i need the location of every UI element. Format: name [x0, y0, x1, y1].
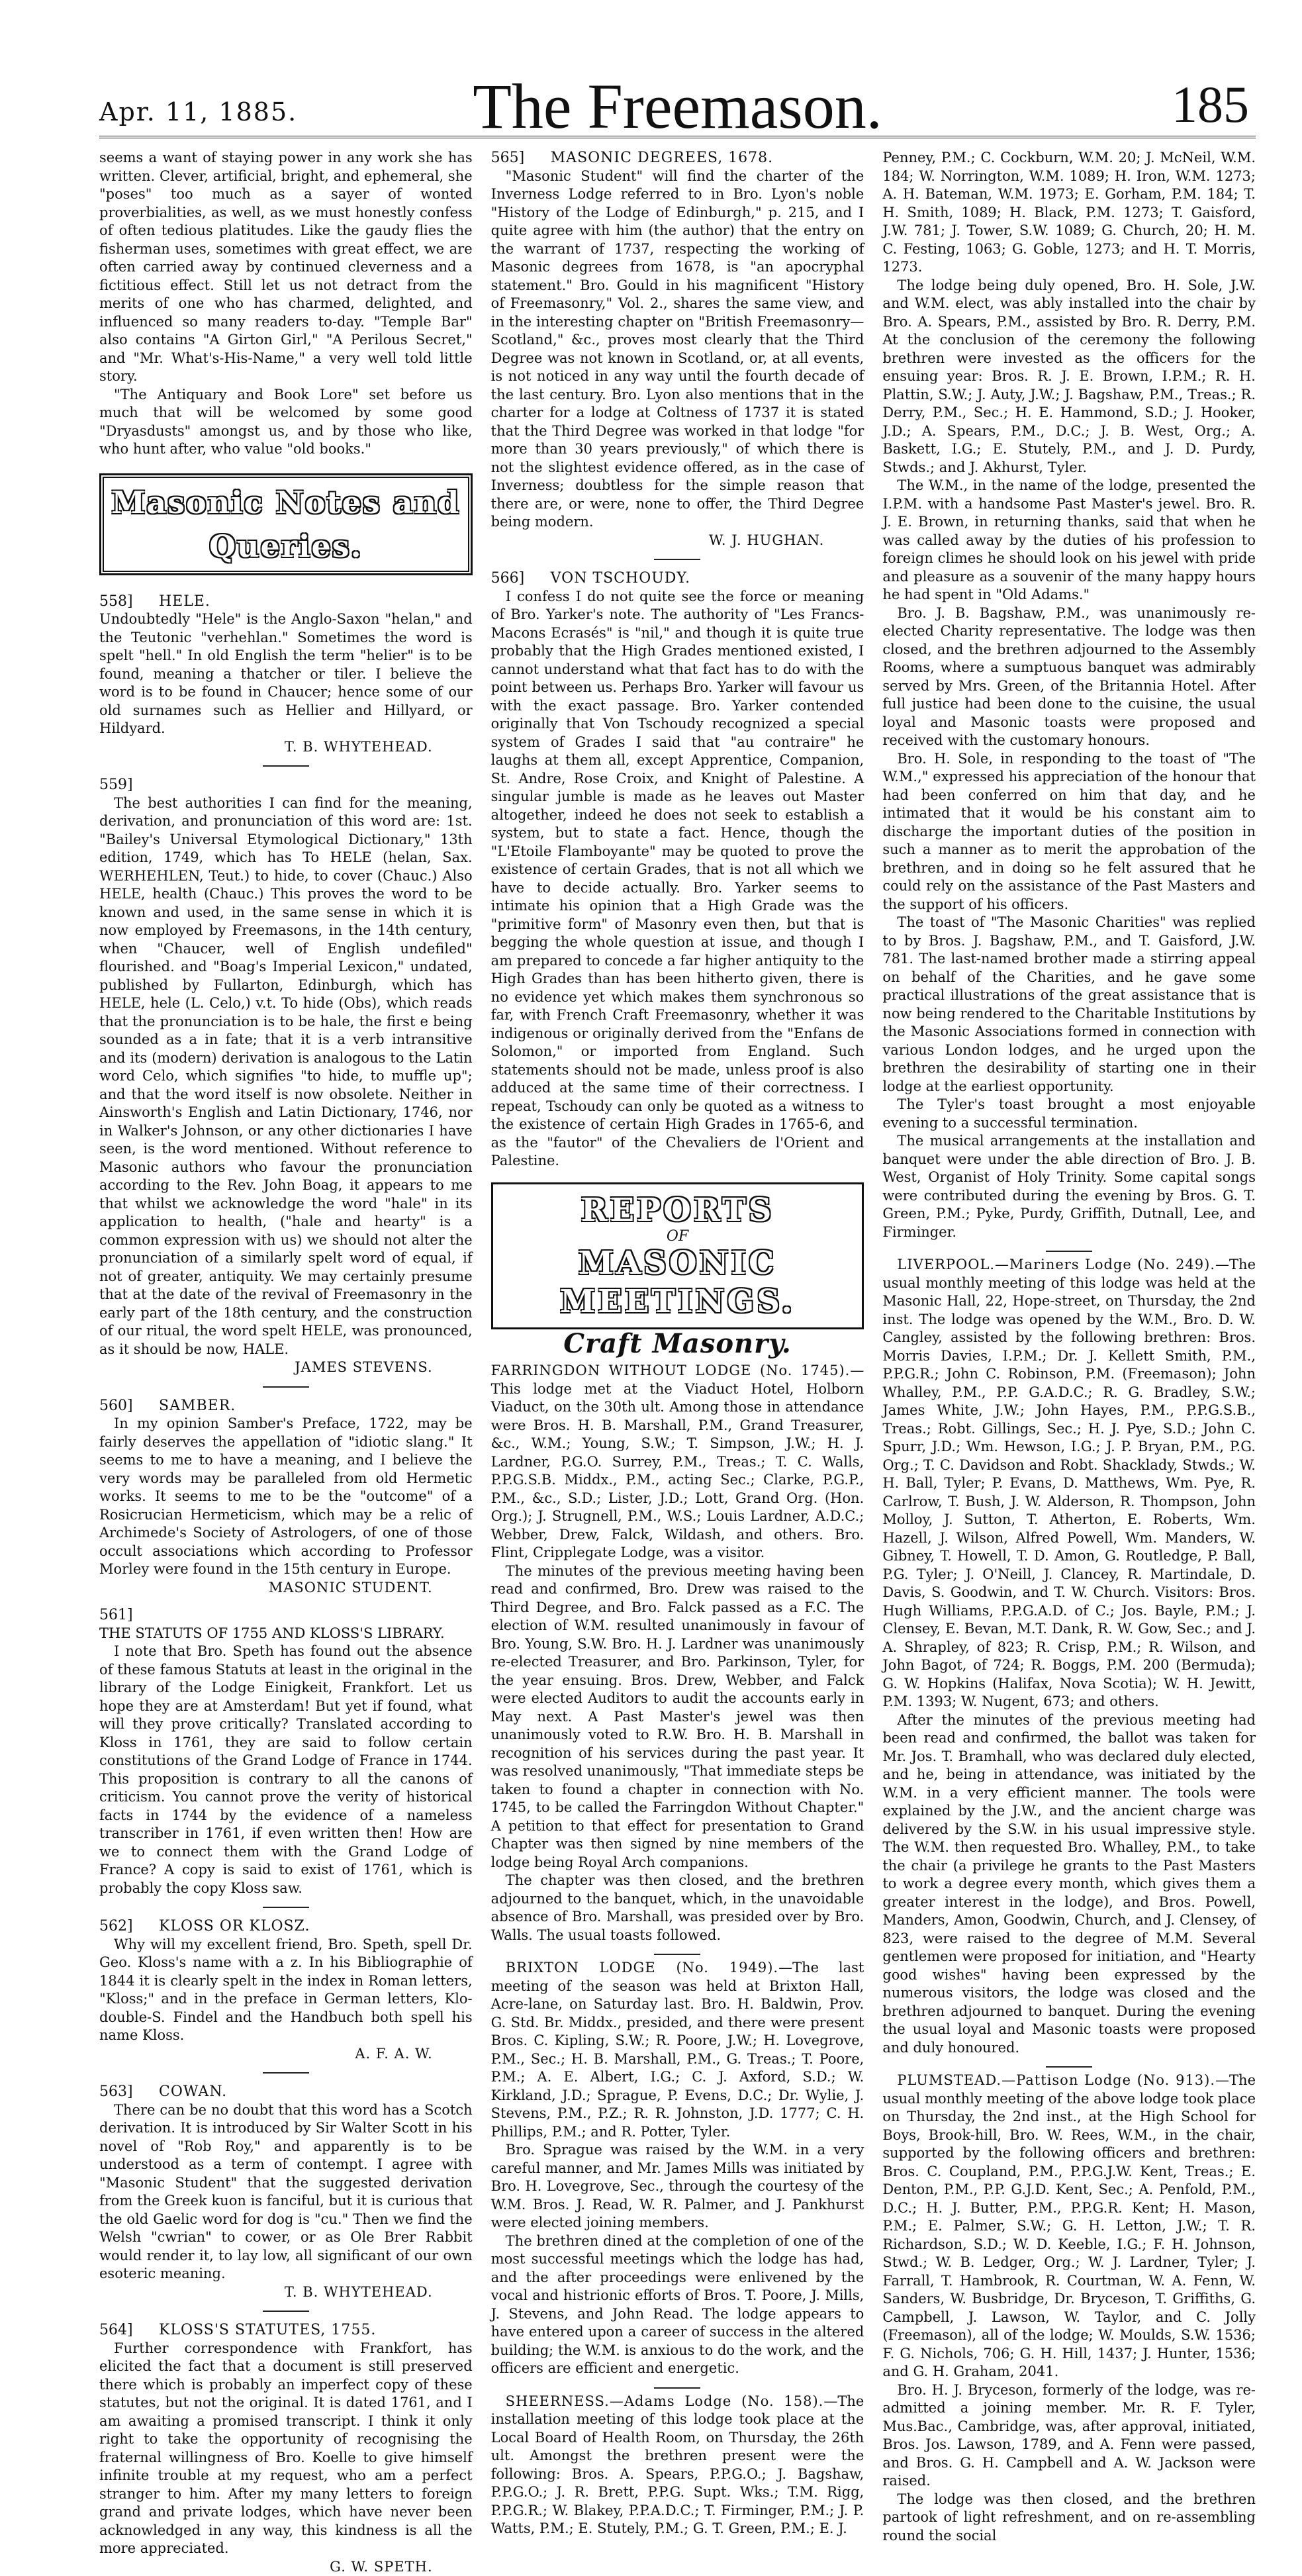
lodge-report — [882, 2072, 1256, 2545]
lodge-report — [491, 2393, 864, 2538]
query-body: There can be no doubt that this word has a Scotch derivation. It is introduced by Sir Walter Scott in his novel of "Rob Roy," and apparently is to be understood as a term of contempt. I agree with "Masonic Student" that the suggested derivation from the Greek kuon is fanciful, but it is curious that the old Gaelic word for dog is "cu." Then we find the Welsh "cwrian" to cower, or as Ole Brer Rabbit would render it, to lay low, all significant of our own esoteric meaning. — [99, 2101, 473, 2283]
query-heading — [99, 1606, 473, 1625]
lodge-report-lead — [491, 1959, 864, 2141]
lodge-heading: FARRINGDON WITHOUT LODGE (No. 1745). — [491, 1362, 851, 1378]
reports-banner — [491, 1182, 864, 1329]
intro-paragraph: seems a want of staying power in any work she has written. Clever, artificial, bright, and ephemeral, she "poses" too much as a sayer of wonted proverbialities, as well, as we must honestly confess of often tedious platitudes. Like the gaudy flies the fisherman uses, sometimes with great effect, we are often carried away by continued cleverness and a fictitious effect. Still let us not detract from the merits of one who has charmed, delighted, and influenced so many readers to-day. "Temple Bar" also contains "A Girton Girl," "A Perilous Secret," and "Mr. What's-His-Name," a very well told little story. — [99, 149, 473, 386]
lodge-body: —This lodge met at the Viaduct Hotel, Holborn Viaduct, on the 30th ult. Among those in attendance were Bros. H. B. Marshall, P.M., Grand Treasurer, &c., W.M.; Young, S.W.; T. Simpson, J.W.; H. J. Lardner, P.G.O. Surrey, P.M., Treas.; T. C. Walls, P.P.G.S.B. Middx., P.M., acting Sec.; Clarke, P.G.P., P.M., &c., S.D.; Lister, J.D.; Lott, Grand Org. (Hon. Org.); J. Strugnell, P.M., W.S.; Louis Lardner, A.D.C.; Webber, Drew, Falck, Wildash, and others. Bro. Flint, Cripplegate Lodge, was a visitor. — [491, 1362, 864, 1560]
query-number: 559] — [99, 776, 159, 794]
reports-banner-line-2: MASONIC MEETINGS. — [497, 1244, 859, 1321]
query-heading — [99, 2083, 473, 2101]
query-item — [99, 776, 473, 1377]
query-body: I confess I do not quite see the force or meaning of Bro. Yarker's note. The authority of "Les Francs-Macons Ecrasés" is "nil," and though it is quite true probably that the High Grades mentioned existed, I cannot understand what that fact has to do with the point between us. Perhaps Bro. Yarker will favour us with the exact passage. Bro. Yarker contended originally that Von Tschoudy recognized a special system of Grades I said that "au contraire" he laughs at them all, except Apprentice, Companion, St. Andre, Rose Croix, and Knight of Palestine. A singular jumble is made as he leaves out Master altogether, indeed he does not seek to establish a system, but to state a fact. Hence, though the "L'Etoile Flamboyante" may be quoted to prove the existence of certain Grades, that is not all which we have to decide actually. Bro. Yarker seems to intimate his opinion that a High Grade was the "primitive form" of Masonry even then, but that is begging the whole question at issue, and though I am prepared to concede a far higher antiquity to the High Grades than has been hitherto given, there is no evidence yet which makes them synchronous so far, with French Craft Freemasonry, whether it was indigenous or originally derived from the "Enfans de Solomon," or imported from England. Such statements should not be made, unless proof is also adduced at the same time of their correctness. I repeat, Tschoudy can only be quoted as a witness to the existence of certain High Grades in 1765-6, and as the "fautor" of the Chevaliers de l'Orient and Palestine. — [491, 588, 864, 1170]
lodge-heading: LIVERPOOL.—Mariners Lodge (No. 249). — [897, 1257, 1215, 1272]
query-body: Further correspondence with Frankfort, has elicited the fact that a document is still preserved there which is probably an imperfect copy of these statutes, but not the original. It is dated 1761, and I am awaiting a promised transcript. I think it only right to take the opportunity of recognising the fraternal willingness of Bro. Koelle to give himself infinite trouble at my request, who am a perfect stranger to him. After my many letters to foreign grand and private lodges, which have never been acknowledged in any way, this kindness is all the more appreciated. — [99, 2340, 473, 2558]
lodge-body: —The installation meeting of this lodge took place at the Local Board of Health Room, on Thursday, the 26th ult. Amongst the brethren present were the following: Bros. A. Spears, P.P.G.O.; J. Bagshaw, P.P.G.O.; J. R. Brett, P.P.G. Supt. Wks.; T.M. Rigg, P.P.G.R.; W. Blakey, P.P.A.D.C.; T. Firminger, P.M.; J. P. Watts, P.M.; E. Stutely, P.M.; G. T. Green, P.M.; E. J. — [491, 2393, 864, 2537]
banner-title: Masonic Notes and Queries. — [107, 481, 465, 568]
reports-banner-line-1: REPORTS — [497, 1191, 859, 1229]
query-item — [99, 2321, 473, 2576]
lodge-body: —The usual monthly meeting of this lodge was held at the Masonic Hall, 22, Hope-street, on Thursday, the 2nd inst. The lodge was opened by the W.M., Bro. D. W. Cangley, assisted by the following brethren: Bros. Morris Davies, I.P.M.; Dr. J. Kellett Smith, P.M., P.P.G.R.; John C. Robinson, P.M. (Freemason); John Whalley, P.M., P.P. G.A.D.C.; R. G. Bradley, S.W.; James White, J.W.; John Hayes, P.M., P.P.G.S.B., Treas.; Robt. Gillings, Sec.; H. J. Pye, S.D.; John C. Spurr, J.D.; Wm. Hewson, I.G.; J. P. Bryan, P.M., P.G. Org.; T. C. Davidson and Robt. Shacklady, Stwds.; W. H. Ball, Tyler; P. Evans, D. Matthews, Wm. Pye, R. Carlrow, T. Bush, J. W. Alderson, R. Thompson, John Molloy, J. Sutton, T. Atherton, E. Roberts, Wm. Hazell, J. Wilson, Alfred Powell, Wm. Manders, W. Gibney, T. Howell, T. D. Amon, G. Routledge, P. Ball, P.G. Tyler; J. O'Neill, J. Clancey, R. Martindale, D. Davis, S. Goodwin, and T. W. Church. Visitors: Bros. Hugh Williams, P.P.G.A.D. of C.; Jos. Bayle, P.M.; J. Clensey, E. Bevan, M.T. Dank, R. W. Gow, Sec.; and J. A. Shrapley, of 823; R. Crisp, P.M.; R. Wilson, and John Bagot, of 724; R. Boggs, P.M. 200 (Bermuda); G. W. Hopkins (Halifax, Nova Scotia); W. H. Jewitt, P.M. 1393; W. Nugent, 673; and others. — [882, 1257, 1256, 1709]
lodge-body: —The usual monthly meeting of the above lodge took place on Thursday, the 2nd inst., at the High School for Boys, Brook-hill, Bro. W. Rees, W.M., in the chair, supported by the following officers and brethren: Bros. C. Coupland, P.M., P.P.G.J.W. Kent, Treas.; E. Denton, P.M., P.P. G.J.D. Kent, Sec.; A. Penfold, P.M., D.C.; H. J. Butter, P.M., P.P.G.R. Kent; H. Mason, P.M.; E. Palmer, S.W.; G. H. Letton, J.W.; T. R. Richardson, S.D.; W. D. Keeble, I.G.; F. H. Johnson, Stwd.; W. B. Ledger, Org.; W. J. Lardner, Tyler; J. Farrall, T. Hambrook, R. Courtman, W. A. Fenn, W. Sanders, W. Busbridge, Dr. Bryceson, T. Griffiths, G. Campbell, J. Lawson, W. Taylor, and C. Jolly (Freemason), all of the lodge; W. Moulds, S.W. 1536; F. G. Nichols, 706; G. H. Hill, 1437; J. Hunter, 1536; and G. H. Graham, 2041. — [882, 2072, 1256, 2379]
divider — [1046, 2066, 1092, 2068]
divider — [654, 2387, 700, 2389]
query-heading — [99, 776, 473, 794]
lodge-report-lead — [491, 1362, 864, 1562]
query-title: HELE. — [159, 593, 210, 610]
lodge-body: Bro. Sprague was raised by the W.M. in a very careful manner, and Mr. James Mills was initiated by Bro. H. Lovegrove, Sec., through the courtesy of the W.M. Bros. J. Read, W. R. Palmer, and J. Pankhurst were elected joining members. — [491, 2141, 864, 2232]
query-title: KLOSS OR KLOSZ. — [159, 1918, 310, 1934]
query-body: Undoubtedly "Hele" is the Anglo-Saxon "helan," and the Teutonic "verhehlan." Sometimes the word is spelt "hell." In old English the term "helier" is to be found, meaning a thatcher or tiler. I believe the word is to be found in Chaucer; hence some of our old surnames such as Hellier and Hillyard, or Hildyard. — [99, 610, 473, 738]
report-paragraph: The lodge being duly opened, Bro. H. Sole, J.W. and W.M. elect, was ably installed into the chair by Bro. A. Spears, P.M., assisted by Bro. R. Derry, P.M. At the conclusion of the ceremony the following brethren were invested as the officers for the ensuing year: Bros. R. J. E. Brown, I.P.M.; R. H. Plattin, S.W.; J. Auty, J.W.; J. Bagshaw, P.M., Treas.; R. Derry, P.M., Sec.; H. E. Hammond, S.D.; J. Hooker, J.D.; A. Spears, P.M., D.C.; J. B. West, Org.; A. Baskett, I.G.; E. Stutely, P.M., and J. D. Purdy, Stwds.; and J. Akhurst, Tyler. — [882, 277, 1256, 477]
report-paragraph: The toast of "The Masonic Charities" was replied to by Bros. J. Bagshaw, P.M., and T. Gaisford, J.W. 781. The last-named brother made a stirring appeal on behalf of the Charities, and he gave some practical illustrations of the great assistance that is now being rendered to the Charitable Institutions by the Masonic Associations formed in connection with various London lodges, and he urged upon the brethren the desirability of starting one in their lodge at the earliest opportunity. — [882, 914, 1256, 1096]
query-signature: JAMES STEVENS. — [99, 1359, 473, 1377]
query-body: I note that Bro. Speth has found out the absence of these famous Statuts at least in the original in the library of the Lodge Einigkeit, Frankfort. Let us hope they are at Amsterdam! But yet if found, what will they prove critically? Translated according to Kloss in 1761, they are said to follow certain constitutions of the Grand Lodge of France in 1744. This proposition is contrary to all the canons of criticism. You cannot prove the verity of historical facts in 1744 by the evidence of a nameless transcriber in 1761, if even written then! How are we to connect them with the Grand Lodge of France? A copy is said to exist of 1761, which is probably the copy Kloss saw. — [99, 1643, 473, 1897]
query-signature: MASONIC STUDENT. — [99, 1579, 473, 1598]
query-heading — [99, 1917, 473, 1936]
column-2 — [491, 149, 864, 2576]
query-title: COWAN. — [159, 2083, 227, 2100]
query-title: VON TSCHOUDY. — [551, 570, 690, 587]
query-signature: T. B. WHYTEHEAD. — [99, 738, 473, 757]
report-paragraph: Bro. H. Sole, in responding to the toast of "The W.M.," expressed his appreciation of the honour that had been conferred on him that day, and he intimated that it would be his constant aim to discharge the important duties of the position in such a manner as to merit the approbation of the brethren, and in doing so he felt assured that he could rely on the assistance of the Past Masters and the support of his officers. — [882, 750, 1256, 914]
query-item — [99, 593, 473, 757]
lodge-report-lead — [491, 2393, 864, 2538]
query-number: 560] — [99, 1397, 159, 1415]
lodge-report — [491, 1959, 864, 2378]
divider — [263, 2072, 309, 2074]
query-title: THE STATUTS OF 1755 AND KLOSS'S LIBRARY. — [99, 1625, 473, 1643]
report-paragraph: The musical arrangements at the installation and banquet were under the able direction of Bro. J. B. West, Organist of Holy Trinity. Some capital songs were contributed during the evening by Bros. G. T. Green, P.M.; Pyke, Purdy, Griffith, Dutnall, Lee, and Firminger. — [882, 1132, 1256, 1241]
query-number: 565] — [491, 149, 551, 167]
query-number: 564] — [99, 2321, 159, 2340]
lodge-body: Bro. H. J. Bryceson, formerly of the lodge, was re-admitted a joining member. Mr. R. F. Tyler, Mus.Bac., Cambridge, was, after approval, initiated, Bros. Jos. Lawson, 1789, and A. Fenn were passed, and Bros. G. H. Campbell and A. W. Jackson were raised. — [882, 2381, 1256, 2491]
divider — [654, 559, 700, 560]
lodge-body: The brethren dined at the completion of one of the most successful meetings which the lodge has had, and the after proceedings were enlivened by the vocal and histrionic efforts of Bros. T. Poore, J. Mills, J. Stevens, and John Read. The lodge appears to have entered upon a career of success in the altered building; the W.M. is anxious to do the work, and the officers are efficient and energetic. — [491, 2232, 864, 2378]
query-item — [99, 1917, 473, 2063]
query-heading — [99, 2321, 473, 2340]
divider — [263, 1907, 309, 1908]
query-body: The best authorities I can find for the meaning, derivation, and pronunciation of this word are: 1st. "Bailey's Universal Etymological Dictionary," 13th edition, 1749, which has To HELE (helan, Sax. WERHEHLEN, Teut.) to hide, to cover (Chauc.) Also HELE, health (Chauc.) This proves the word to be known and used, in the same sense in which it is now employed by Freemasons, in the 14th century, when "Chaucer, well of English undefiled" flourished. and "Boag's Imperial Lexicon," undated, published by Fullarton, Edinburgh, which has HELE, hele (L. Celo,) v.t. To hide (Obs), which reads that the pronunciation is to be hale, the first e being sounded as a in fate; that it is a verb intransitive and its (modern) derivation is analogous to the Latin word Celo, which signifies "to hide, to muffle up"; and that the word itself is now obsolete. Neither in Ainsworth's English and Latin Dictionary, 1746, nor in Walker's Johnson, or any other dictionaries I have seen, is the word mentioned. Without reference to Masonic authors who favour the pronunciation according to the Rev. John Boag, it appears to me that whilst we acknowledge the word "hale" in its application to health, ("hale and hearty" is a common expression with us) we should not alter the pronunciation of a similarly spelt word of equal, if not of greater, antiquity. We may certainly presume that at the date of the revival of Freemasonry in the early part of the 18th century, and the construction of our ritual, the word spelt HELE, was pronounced, as it should be now, HALE. — [99, 794, 473, 1359]
lodge-heading: SHEERNESS.—Adams Lodge (No. 158). — [506, 2393, 824, 2409]
query-signature: G. W. SPETH. — [99, 2558, 473, 2576]
divider — [654, 1954, 700, 1955]
column-3 — [882, 149, 1256, 2576]
reports-banner-of: OF — [497, 1229, 859, 1244]
lodge-heading: BRIXTON LODGE (No. 1949). — [506, 1960, 778, 1976]
query-item — [491, 149, 864, 549]
lodge-report-lead — [882, 1256, 1256, 1711]
query-number: 562] — [99, 1917, 159, 1936]
query-heading — [491, 149, 864, 167]
report-paragraph: The Tyler's toast brought a most enjoyable evening to a successful termination. — [882, 1096, 1256, 1132]
query-number: 561] — [99, 1606, 159, 1625]
intro-paragraph: "The Antiquary and Book Lore" set before us much that will be welcomed by some good "Dryasdusts" amongst us, and by those who like, who hunt after, who value "old books." — [99, 386, 473, 459]
query-heading — [491, 569, 864, 588]
query-signature: T. B. WHYTEHEAD. — [99, 2283, 473, 2302]
columns — [99, 149, 1256, 1852]
query-item — [99, 1606, 473, 1897]
divider — [1046, 1251, 1092, 1252]
lodge-heading: PLUMSTEAD.—Pattison Lodge (No. 913). — [897, 2072, 1215, 2088]
lodge-report-lead — [882, 2072, 1256, 2381]
query-title: MASONIC DEGREES, 1678. — [551, 150, 774, 166]
lodge-body: The chapter was then closed, and the brethren adjourned to the banquet, which, in the unavoidable absence of Bro. Marshall, was presided over by Bro. Walls. The usual toasts followed. — [491, 1872, 864, 1944]
lodge-body: After the minutes of the previous meeting had been read and confirmed, the ballot was taken for Mr. Jos. T. Bramhall, who was declared duly elected, and he, being in attendance, was initiated by the W.M. in a very efficient manner. The tools were explained by the J.W., and the ancient charge was delivered by the S.W. in his usual impressive style. The W.M. then requested Bro. Whalley, P.M., to take the chair (a privilege he grants to the Past Masters to work a degree every month, which gives them a greater interest in the lodge), and Bros. Powell, Manders, Amon, Goodwin, Church, and J. Clensey, of 823, were raised to the degree of M.M. Several gentlemen were proposed for initiation, and "Hearty good wishes" having been expressed by the numerous visitors, the lodge was closed and the brethren adjourned to banquet. During the evening the usual loyal and Masonic toasts were proposed and duly honoured. — [882, 1711, 1256, 2058]
masthead — [99, 63, 1256, 138]
query-signature: W. J. HUGHAN. — [491, 532, 864, 550]
query-title: SAMBER. — [159, 1398, 236, 1414]
issue-date: Apr. 11, 1885. — [99, 97, 297, 126]
query-number: 563] — [99, 2083, 159, 2101]
query-body: "Masonic Student" will find the charter of the Inverness Lodge referred to in Bro. Lyon's noble "History of the Lodge of Edinburgh," p. 215, and I quite agree with him (the author) that the entry on the warrant of 1737, respecting the working of Masonic degrees from 1678, is "an apocryphal statement." Bro. Gould in his magnificent "History of Freemasonry," Vol. 2., shares the same view, and in the interesting chapter on "British Freemasonry—Scotland," &c., proves most clearly that the Third Degree was not known in Scotland, or, at all events, is not noticed in any way until the fourth decade of the last century. Bro. Lyon also mentions that in the charter for a lodge at Coltness of 1737 it is stated that the Third Degree was worked in that lodge "for more than 30 years previously," of which there is not the slightest evidence offered, as in the case of Inverness; doubtless for the simple reason that there are, or were, none to offer, the Third Degree being modern. — [491, 167, 864, 532]
query-number: 558] — [99, 593, 159, 611]
lodge-body: —The last meeting of the season was held at Brixton Hall, Acre-lane, on Saturday last. Bro. H. Baldwin, Prov. G. Std. Br. Middx., presided, and there were present Bros. C. Kipling, S.W.; R. Poore, J.W.; H. Lovegrove, P.M., Sec.; H. B. Marshall, P.M., G. Treas.; T. Poore, P.M.; A. E. Albert, I.G.; C. J. Axford, S.D.; W. Kirkland, J.D.; Sprague, P. Evens, D.C.; Dr. Wylie, J. Stevens, P.M., P.Z.; R. R. Johnston, J.D. 1777; C. H. Phillips, P.M.; and R. Potter, Tyler. — [491, 1960, 864, 2140]
notes-queries-banner — [99, 473, 473, 575]
query-body: Why will my excellent friend, Bro. Speth, spell Dr. Geo. Kloss's name with a z. In his Bibliographie of 1844 it is clearly spelt in the index in Roman letters, "Kloss;" and in the preface in German letters, Klo-double-S. Findel and the Handbuch both spell his name Kloss. — [99, 1936, 473, 2045]
query-signature: A. F. A. W. — [99, 2045, 473, 2064]
divider — [263, 2311, 309, 2312]
report-paragraph: Bro. J. B. Bagshaw, P.M., was unanimously re-elected Charity representative. The lodge was then closed, and the brethren adjourned to the Assembly Rooms, where a sumptuous banquet was admirably served by Mrs. Green, of the Britannia Hotel. After full justice had been done to the cuisine, the usual loyal and Masonic toasts were proposed and received with the customary honours. — [882, 604, 1256, 750]
lodge-report — [491, 1362, 864, 1944]
query-item — [491, 569, 864, 1170]
lodge-body: The lodge was then closed, and the brethren partook of light refreshment, and on re-assembling round the social — [882, 2491, 1256, 2546]
page-number: 185 — [1172, 75, 1249, 134]
lodge-report — [882, 1256, 1256, 2057]
query-number: 566] — [491, 569, 551, 588]
divider — [263, 765, 309, 767]
query-heading — [99, 593, 473, 611]
query-item — [99, 2083, 473, 2301]
query-body: In my opinion Samber's Preface, 1722, may be fairly deserves the appellation of "idiotic slang." It seems to me to have a meaning, and I believe the very words may be paralleled from old Hermetic works. It seems to me to be the "outcome" of a Rosicrucian Hermeticism, which may be a relic of Archimede's Society of Astrologers, of one of those occult associations which according to Professor Morley were found in the 15th century in Europe. — [99, 1415, 473, 1579]
query-item — [99, 1397, 473, 1598]
section-title: Craft Masonry. — [491, 1335, 864, 1353]
paper-title: The Freemason. — [99, 70, 1256, 143]
divider — [263, 1386, 309, 1388]
report-paragraph: The W.M., in the name of the lodge, presented the I.P.M. with a handsome Past Master's jewel. Bro. R. J. E. Brown, in returning thanks, said that when he was called away by the duties of his profession to foreign climes he should look on his jewel with pride and pleasure as a souvenir of the many happy hours he had spent in "Old Adams." — [882, 477, 1256, 604]
query-title: KLOSS'S STATUTES, 1755. — [159, 2322, 376, 2338]
lodge-body: The minutes of the previous meeting having been read and confirmed, Bro. Drew was raised to the Third Degree, and Bro. Falck passed as a F.C. The election of W.M. resulted unanimously in favour of Bro. Young, S.W. Bro. H. J. Lardner was unanimously re-elected Treasurer, and Bro. Parkinson, Tyler, for the year ensuing. Bros. Drew, Webber, and Falck were elected Auditors to audit the accounts early in May next. A Past Master's jewel was then unanimously voted to R.W. Bro. H. B. Marshall in recognition of his services during the past year. It was resolved unanimously, "That immediate steps be taken to found a chapter in connection with No. 1745, to be called the Farringdon Without Chapter." A petition to that effect for presentation to Grand Chapter was then signed by nine members of the lodge being Royal Arch companions. — [491, 1562, 864, 1872]
report-continued: Penney, P.M.; C. Cockburn, W.M. 20; J. McNeil, W.M. 184; W. Norrington, W.M. 1089; H. Iron, W.M. 1273; A. H. Bateman, W.M. 1973; E. Gorham, P.M. 184; T. H. Smith, 1089; H. Black, P.M. 1273; T. Gaisford, J.W. 781; J. Tower, S.W. 1089; G. Church, 20; H. M. C. Festing, 1063; G. Goble, 1273; and H. T. Morris, 1273. — [882, 149, 1256, 277]
query-heading — [99, 1397, 473, 1415]
column-1 — [99, 149, 473, 2576]
